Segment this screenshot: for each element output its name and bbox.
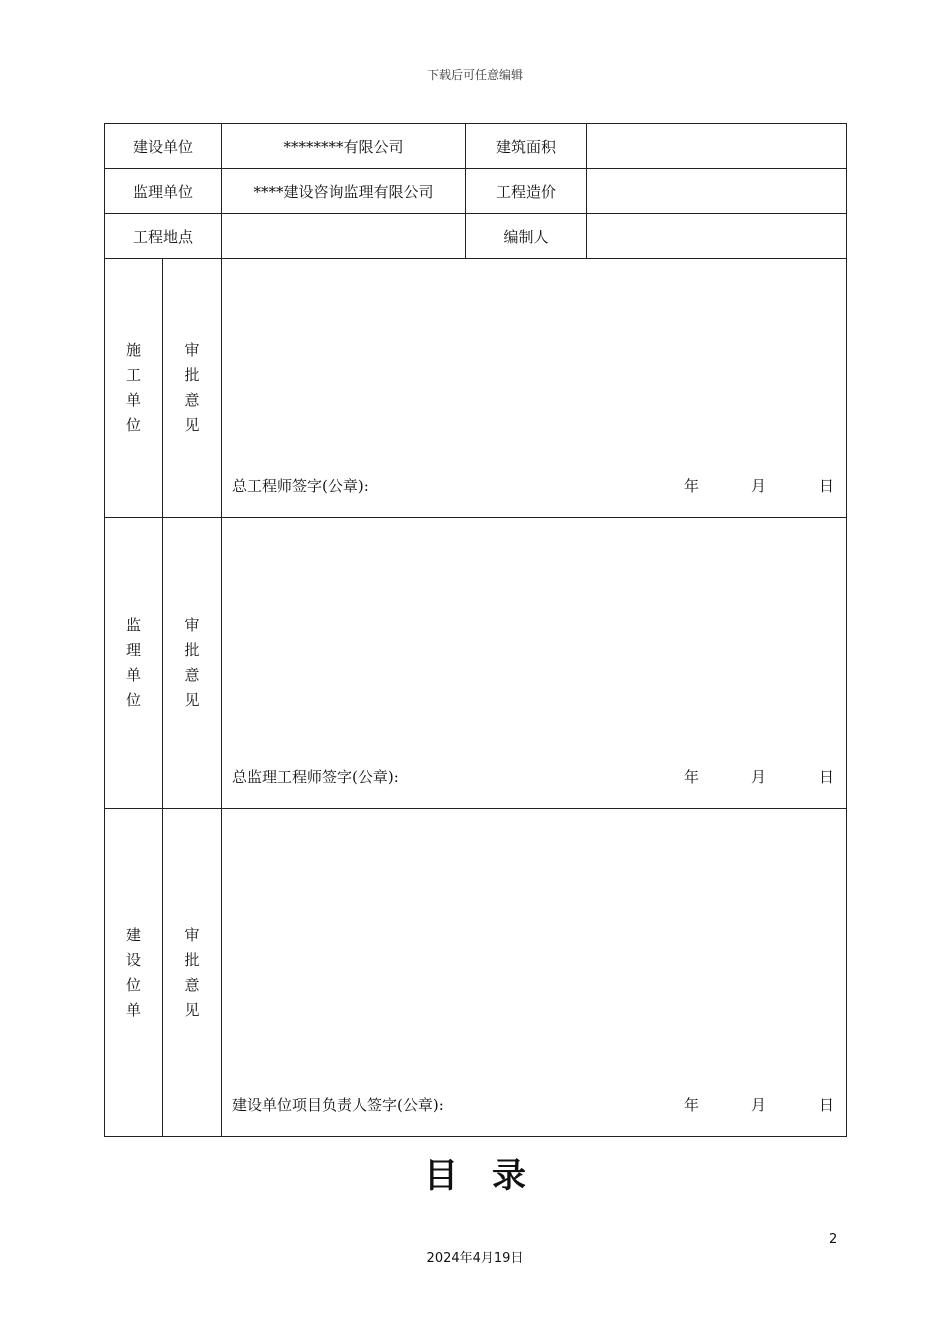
toc-title: 目录 — [424, 1156, 560, 1196]
building-area-label: 建筑面积 — [466, 124, 587, 169]
project-leader-signature-label: 建设单位项目负责人签字(公章): — [232, 1096, 444, 1114]
page-number: 2 — [829, 1232, 838, 1247]
owner-unit-value: ********有限公司 — [222, 124, 466, 169]
project-cost-label: 工程造价 — [466, 169, 587, 214]
approval-opinion-label: 审 批 意 见 — [163, 518, 222, 809]
approval-form-table — [104, 123, 847, 1137]
info-row-owner — [105, 124, 847, 169]
supervision-unit-label: 监理单位 — [105, 169, 222, 214]
supervision-unit-value: ****建设咨询监理有限公司 — [222, 169, 466, 214]
date-day-label: 日 — [819, 477, 835, 495]
compiler-value — [587, 214, 847, 259]
approval-opinion-label: 审 批 意 见 — [163, 259, 222, 518]
construction-section — [105, 259, 847, 518]
project-location-value — [222, 214, 466, 259]
owner-unit-label: 建设单位 — [105, 124, 222, 169]
approval-opinion-label: 审 批 意 见 — [163, 809, 222, 1137]
date-month-label: 月 — [751, 477, 767, 495]
header-note: 下载后可任意编辑 — [426, 68, 523, 82]
signature-line — [232, 766, 846, 786]
chief-supervisor-signature-label: 总监理工程师签字(公章): — [232, 768, 399, 786]
info-row-location — [105, 214, 847, 259]
supervision-unit-vertical-label: 监 理 单 位 — [105, 518, 163, 809]
supervision-opinion-area[interactable] — [222, 518, 847, 809]
supervision-section — [105, 518, 847, 809]
date-month-label: 月 — [751, 1096, 767, 1114]
owner-unit-vertical-label: 建 设 位 单 — [105, 809, 163, 1137]
date-year-label: 年 — [684, 1096, 700, 1114]
project-location-label: 工程地点 — [105, 214, 222, 259]
project-cost-value — [587, 169, 847, 214]
date-day-label: 日 — [819, 1096, 835, 1114]
construction-unit-label: 施 工 单 位 — [105, 259, 163, 518]
footer-date: 2024年4月19日 — [426, 1251, 524, 1266]
owner-section — [105, 809, 847, 1137]
date-year-label: 年 — [684, 477, 700, 495]
construction-opinion-area[interactable] — [222, 259, 847, 518]
info-row-supervisor — [105, 169, 847, 214]
chief-engineer-signature-label: 总工程师签字(公章): — [232, 477, 369, 495]
signature-line — [232, 475, 846, 495]
building-area-value — [587, 124, 847, 169]
date-month-label: 月 — [751, 768, 767, 786]
owner-opinion-area[interactable] — [222, 809, 847, 1137]
date-year-label: 年 — [684, 768, 700, 786]
date-day-label: 日 — [819, 768, 835, 786]
compiler-label: 编制人 — [466, 214, 587, 259]
signature-line — [232, 1094, 846, 1114]
